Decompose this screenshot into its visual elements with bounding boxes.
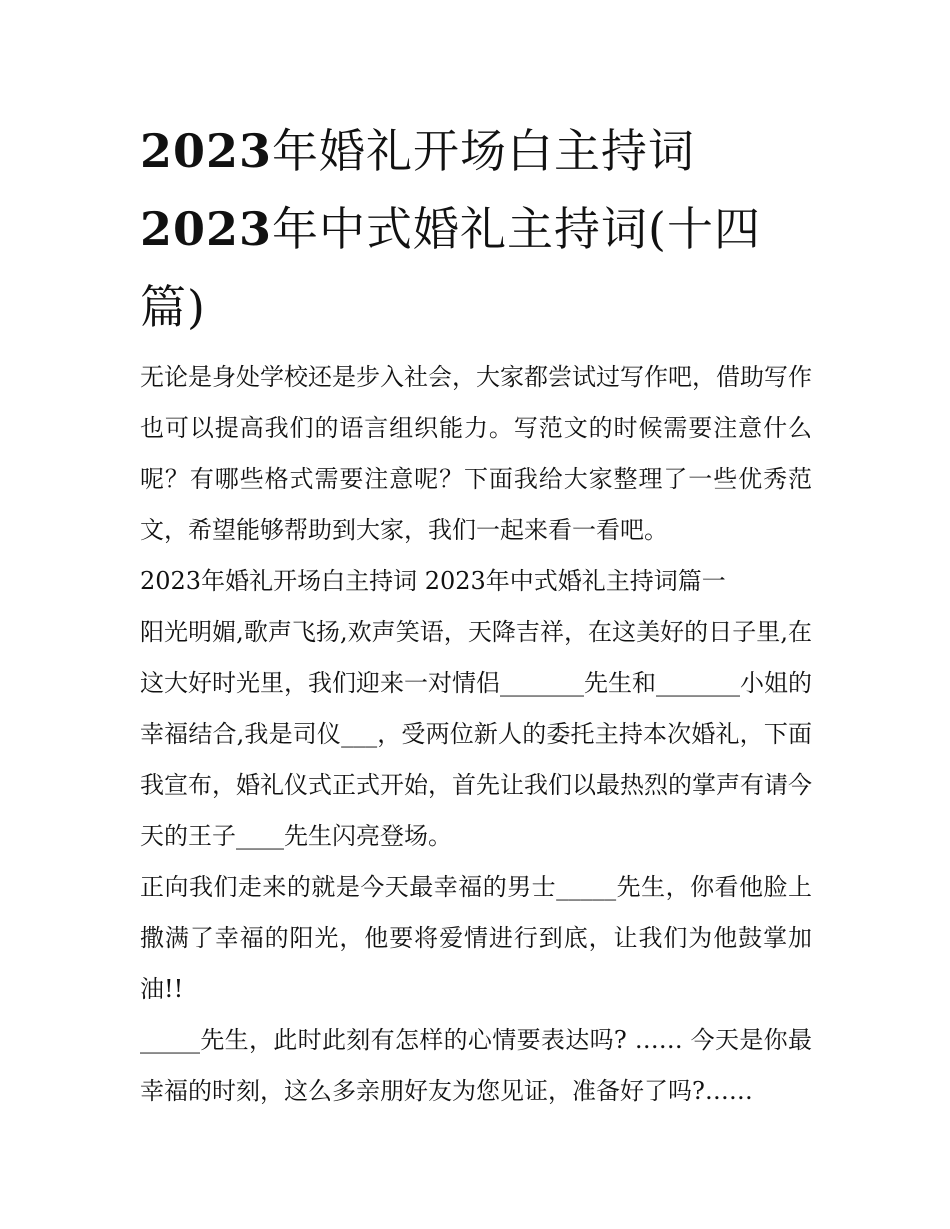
document-title xyxy=(140,112,812,346)
title-line-1 xyxy=(140,112,812,190)
title-line-1-text: 年婚礼开场白主持词 xyxy=(272,124,696,178)
intro-paragraph: 无论是身处学校还是步入社会，大家都尝试过写作吧，借助写作也可以提高我们的语言组织能力。写范文的时候需要注意什么呢？有哪些格式需要注意呢？下面我给大家整理了一些优秀范文，希望能够帮助到大家，我们一起来看一看吧。 xyxy=(140,363,812,544)
section-heading: 2023年婚礼开场白主持词 2023年中式婚礼主持词篇一 xyxy=(140,567,726,595)
body-paragraph: _____先生，此时此刻有怎样的心情要表达吗? …… 今天是你最幸福的时刻，这么多亲朋好友为您见证，准备好了吗?…… xyxy=(140,1026,812,1105)
title-line-1-year: 2023 xyxy=(140,124,273,178)
title-line-2-text: 年中式婚礼主持词(十四篇) xyxy=(140,202,761,334)
body-paragraph: 阳光明媚,歌声飞扬,欢声笑语，天降吉祥，在这美好的日子里,在这大好时光里，我们迎来一对情侣_______先生和_______小姐的幸福结合,我是司仪___，受两位新人的委托主持本次婚礼，下面我宣布，婚礼仪式正式开始，首先让我们以最热烈的掌声有请今天的王子____先生闪亮登场。 xyxy=(140,618,812,850)
document-body xyxy=(140,352,812,1117)
body-paragraph: 正向我们走来的就是今天最幸福的男士_____先生，你看他脸上撒满了幸福的阳光，他要将爱情进行到底，让我们为他鼓掌加油!! xyxy=(140,873,812,1003)
document-page xyxy=(140,112,812,1117)
title-line-2 xyxy=(140,190,812,346)
title-line-2-year: 2023 xyxy=(140,202,273,256)
